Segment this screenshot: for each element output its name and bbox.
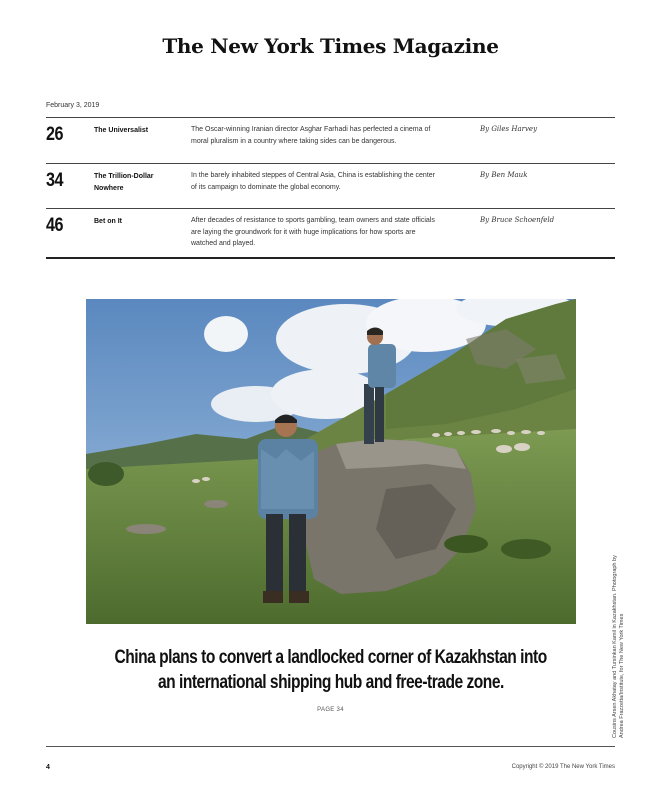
photo-credit: Cousins Arsen Akhatay and Tursinkan Kamil in Kazakhstan. Photograph by Andrea Frazzetta/Institute, for The New York Times [612, 555, 625, 738]
toc-row[interactable] [46, 208, 615, 259]
toc-title[interactable]: The Universalist [94, 127, 149, 134]
masthead-logo: The New York Times Magazine [162, 34, 499, 58]
page-reference[interactable]: PAGE 34 [317, 707, 344, 713]
copyright-notice: Copyright © 2019 The New York Times [511, 764, 615, 770]
toc-description: The Oscar-winning Iranian director Asghar Farhadi has perfected a cinema of moral pluralism in a country where taking sides can be dangerous. [191, 126, 431, 145]
toc-page-number: 46 [46, 215, 64, 236]
toc-description: After decades of resistance to sports gambling, team owners and state officials are laying the groundwork for it with huge implications for how sports are watched and played. [191, 217, 435, 247]
feature-photo [86, 299, 576, 624]
headline-line-1: China plans to convert a landlocked corner of Kazakhstan into [114, 647, 547, 668]
kazakhstan-steppe-photo [86, 299, 576, 624]
toc-description: In the barely inhabited steppes of Central Asia, China is establishing the center of its campaign to dominate the global economy. [191, 172, 435, 191]
toc-page-number: 34 [46, 170, 64, 191]
toc-row[interactable] [46, 117, 615, 163]
page-number: 4 [46, 764, 50, 771]
toc-byline: By Ben Mauk [480, 171, 528, 179]
toc-byline: By Bruce Schoenfeld [480, 216, 555, 224]
issue-date: February 3, 2019 [46, 102, 100, 109]
toc-row[interactable] [46, 163, 615, 208]
toc-page-number: 26 [46, 124, 64, 145]
feature-headline[interactable] [46, 645, 615, 695]
toc-byline: By Giles Harvey [480, 125, 538, 133]
footer-divider [46, 746, 615, 747]
toc-title[interactable]: The Trillion-Dollar Nowhere [94, 173, 154, 192]
toc-title[interactable]: Bet on It [94, 218, 122, 225]
headline-line-2: an international shipping hub and free-trade zone. [157, 672, 504, 693]
table-of-contents [46, 117, 615, 259]
